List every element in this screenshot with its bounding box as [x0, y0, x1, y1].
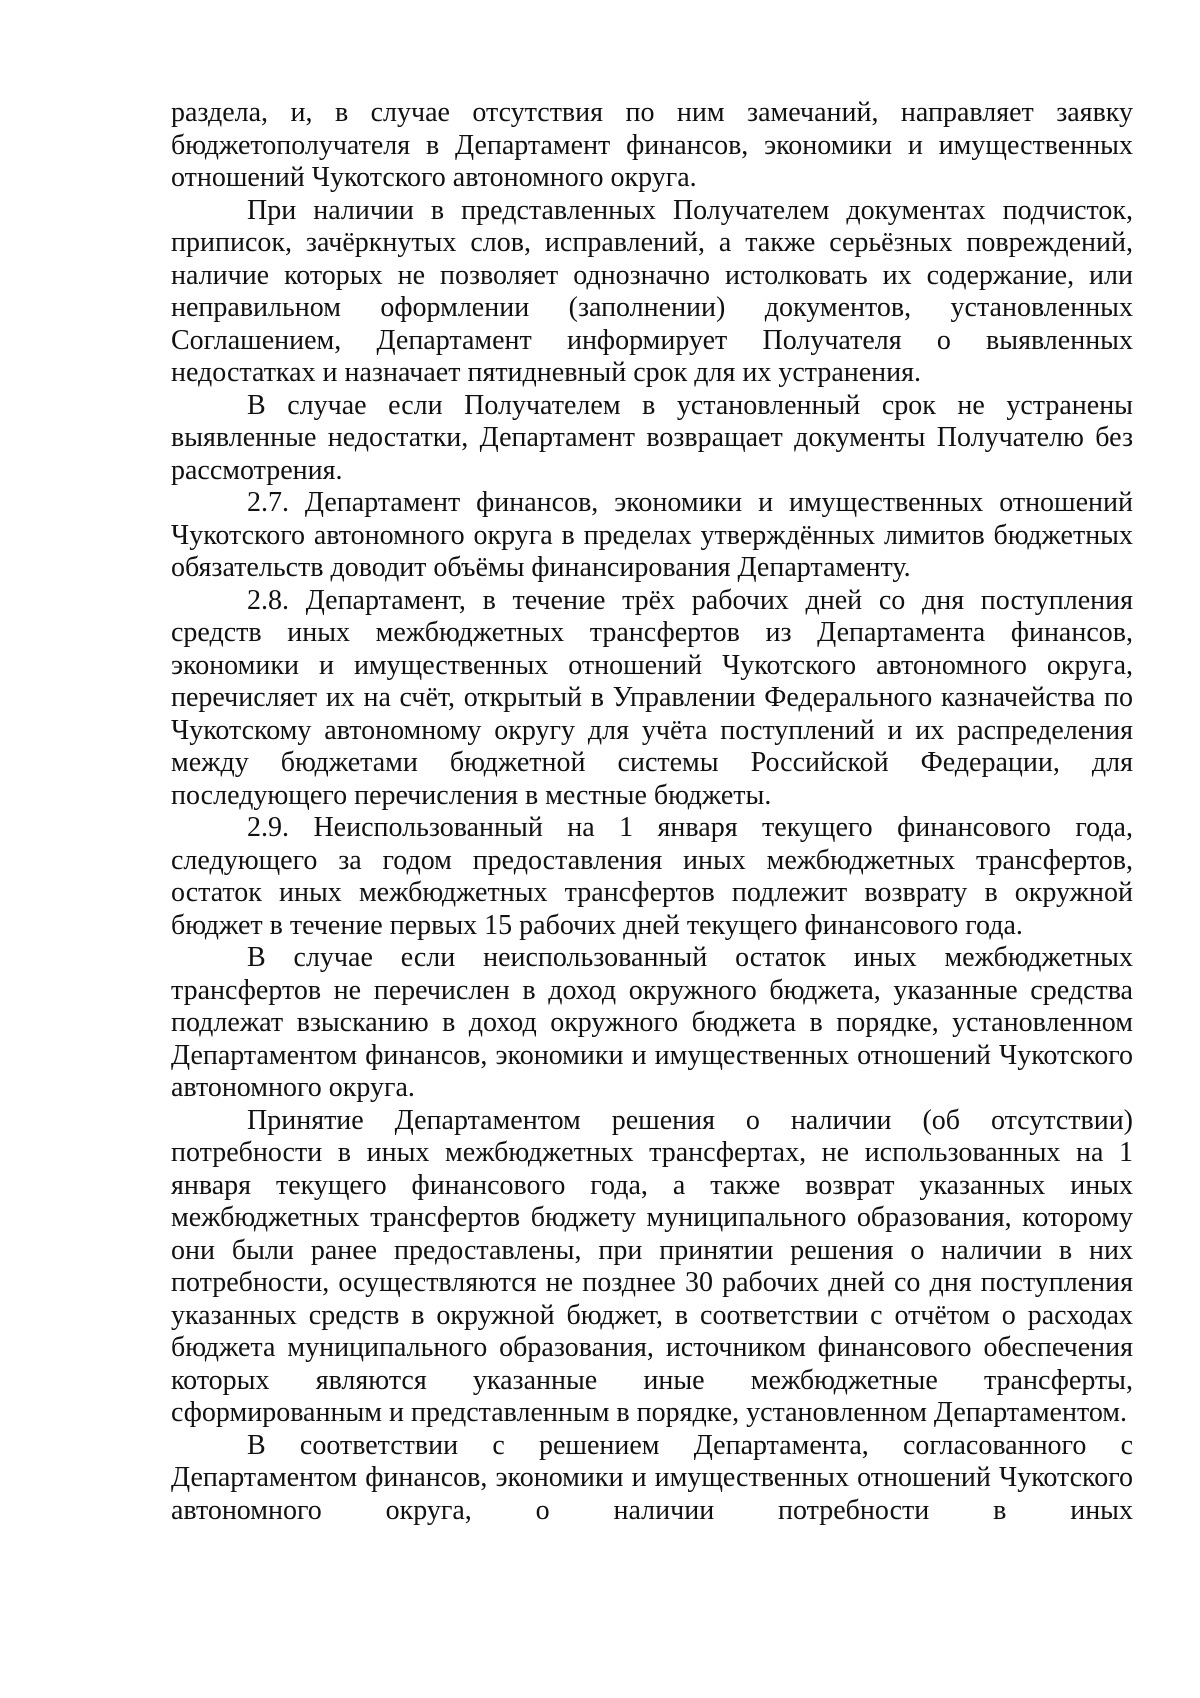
- paragraph-7: В случае если неиспользованный остаток иных межбюджетных трансфертов не перечислен в доход окружного бюджета, указанные средства подлежат взысканию в доход окружного бюджета в порядке, установленном Департаментом финансов, экономики и имущественных отношений Чукотского автономного округа.: [171, 942, 1133, 1103]
- paragraph-4-section-2-7: 2.7. Департамент финансов, экономики и имущественных отношений Чукотского автономного округа в пределах утверждённых лимитов бюджетных обязательств доводит объёмы финансирования Департаменту.: [171, 487, 1133, 583]
- paragraph-8: Принятие Департаментом решения о наличии (об отсутствии) потребности в иных межбюджетных трансфертах, не использованных на 1 января текущего финансового года, а также возврат указанных иных межбюджетных трансфертов бюджету муниципального образования, которому они были ранее предоставлены, при принятии решения о наличии в них потребности, осуществляются не позднее 30 рабочих дней со дня поступления указанных средств в окружной бюджет, в соответствии с отчётом о расходах бюджета муниципального образования, источником финансового обеспечения которых являются указанные иные межбюджетные трансферты, сформированным и представленным в порядке, установленном Департаментом.: [171, 1104, 1133, 1428]
- paragraph-3: В случае если Получателем в установленный срок не устранены выявленные недостатки, Департамент возвращает документы Получателю без рассмотрения.: [171, 389, 1133, 486]
- paragraph-1: раздела, и, в случае отсутствия по ним замечаний, направляет заявку бюджетополучателя в Департамент финансов, экономики и имущественных отношений Чукотского автономного округа.: [171, 97, 1133, 193]
- paragraph-2: При наличии в представленных Получателем документах подчисток, приписок, зачёркнутых слов, исправлений, а также серьёзных повреждений, наличие которых не позволяет однозначно истолковать их содержание, или неправильном оформлении (заполнении) документов, установленных Соглашением, Департамент информирует Получателя о выявленных недостатках и назначает пятидневный срок для их устранения.: [171, 194, 1133, 388]
- document-body: [171, 97, 1133, 1527]
- paragraph-5-section-2-8: 2.8. Департамент, в течение трёх рабочих дней со дня поступления средств иных межбюджетных трансфертов из Департамента финансов, экономики и имущественных отношений Чукотского автономного округа, перечисляет их на счёт, открытый в Управлении Федерального казначейства по Чукотскому автономному округу для учёта поступлений и их распределения между бюджетами бюджетной системы Российской Федерации, для последующего перечисления в местные бюджеты.: [171, 584, 1133, 811]
- paragraph-9-continues: В соответствии с решением Департамента, согласованного с Департаментом финансов, экономики и имущественных отношений Чукотского автономного округа, о наличии потребности в иных: [171, 1429, 1133, 1526]
- paragraph-6-section-2-9: 2.9. Неиспользованный на 1 января текущего финансового года, следующего за годом предоставления иных межбюджетных трансфертов, остаток иных межбюджетных трансфертов подлежит возврату в окружной бюджет в течение первых 15 рабочих дней текущего финансового года.: [171, 812, 1133, 941]
